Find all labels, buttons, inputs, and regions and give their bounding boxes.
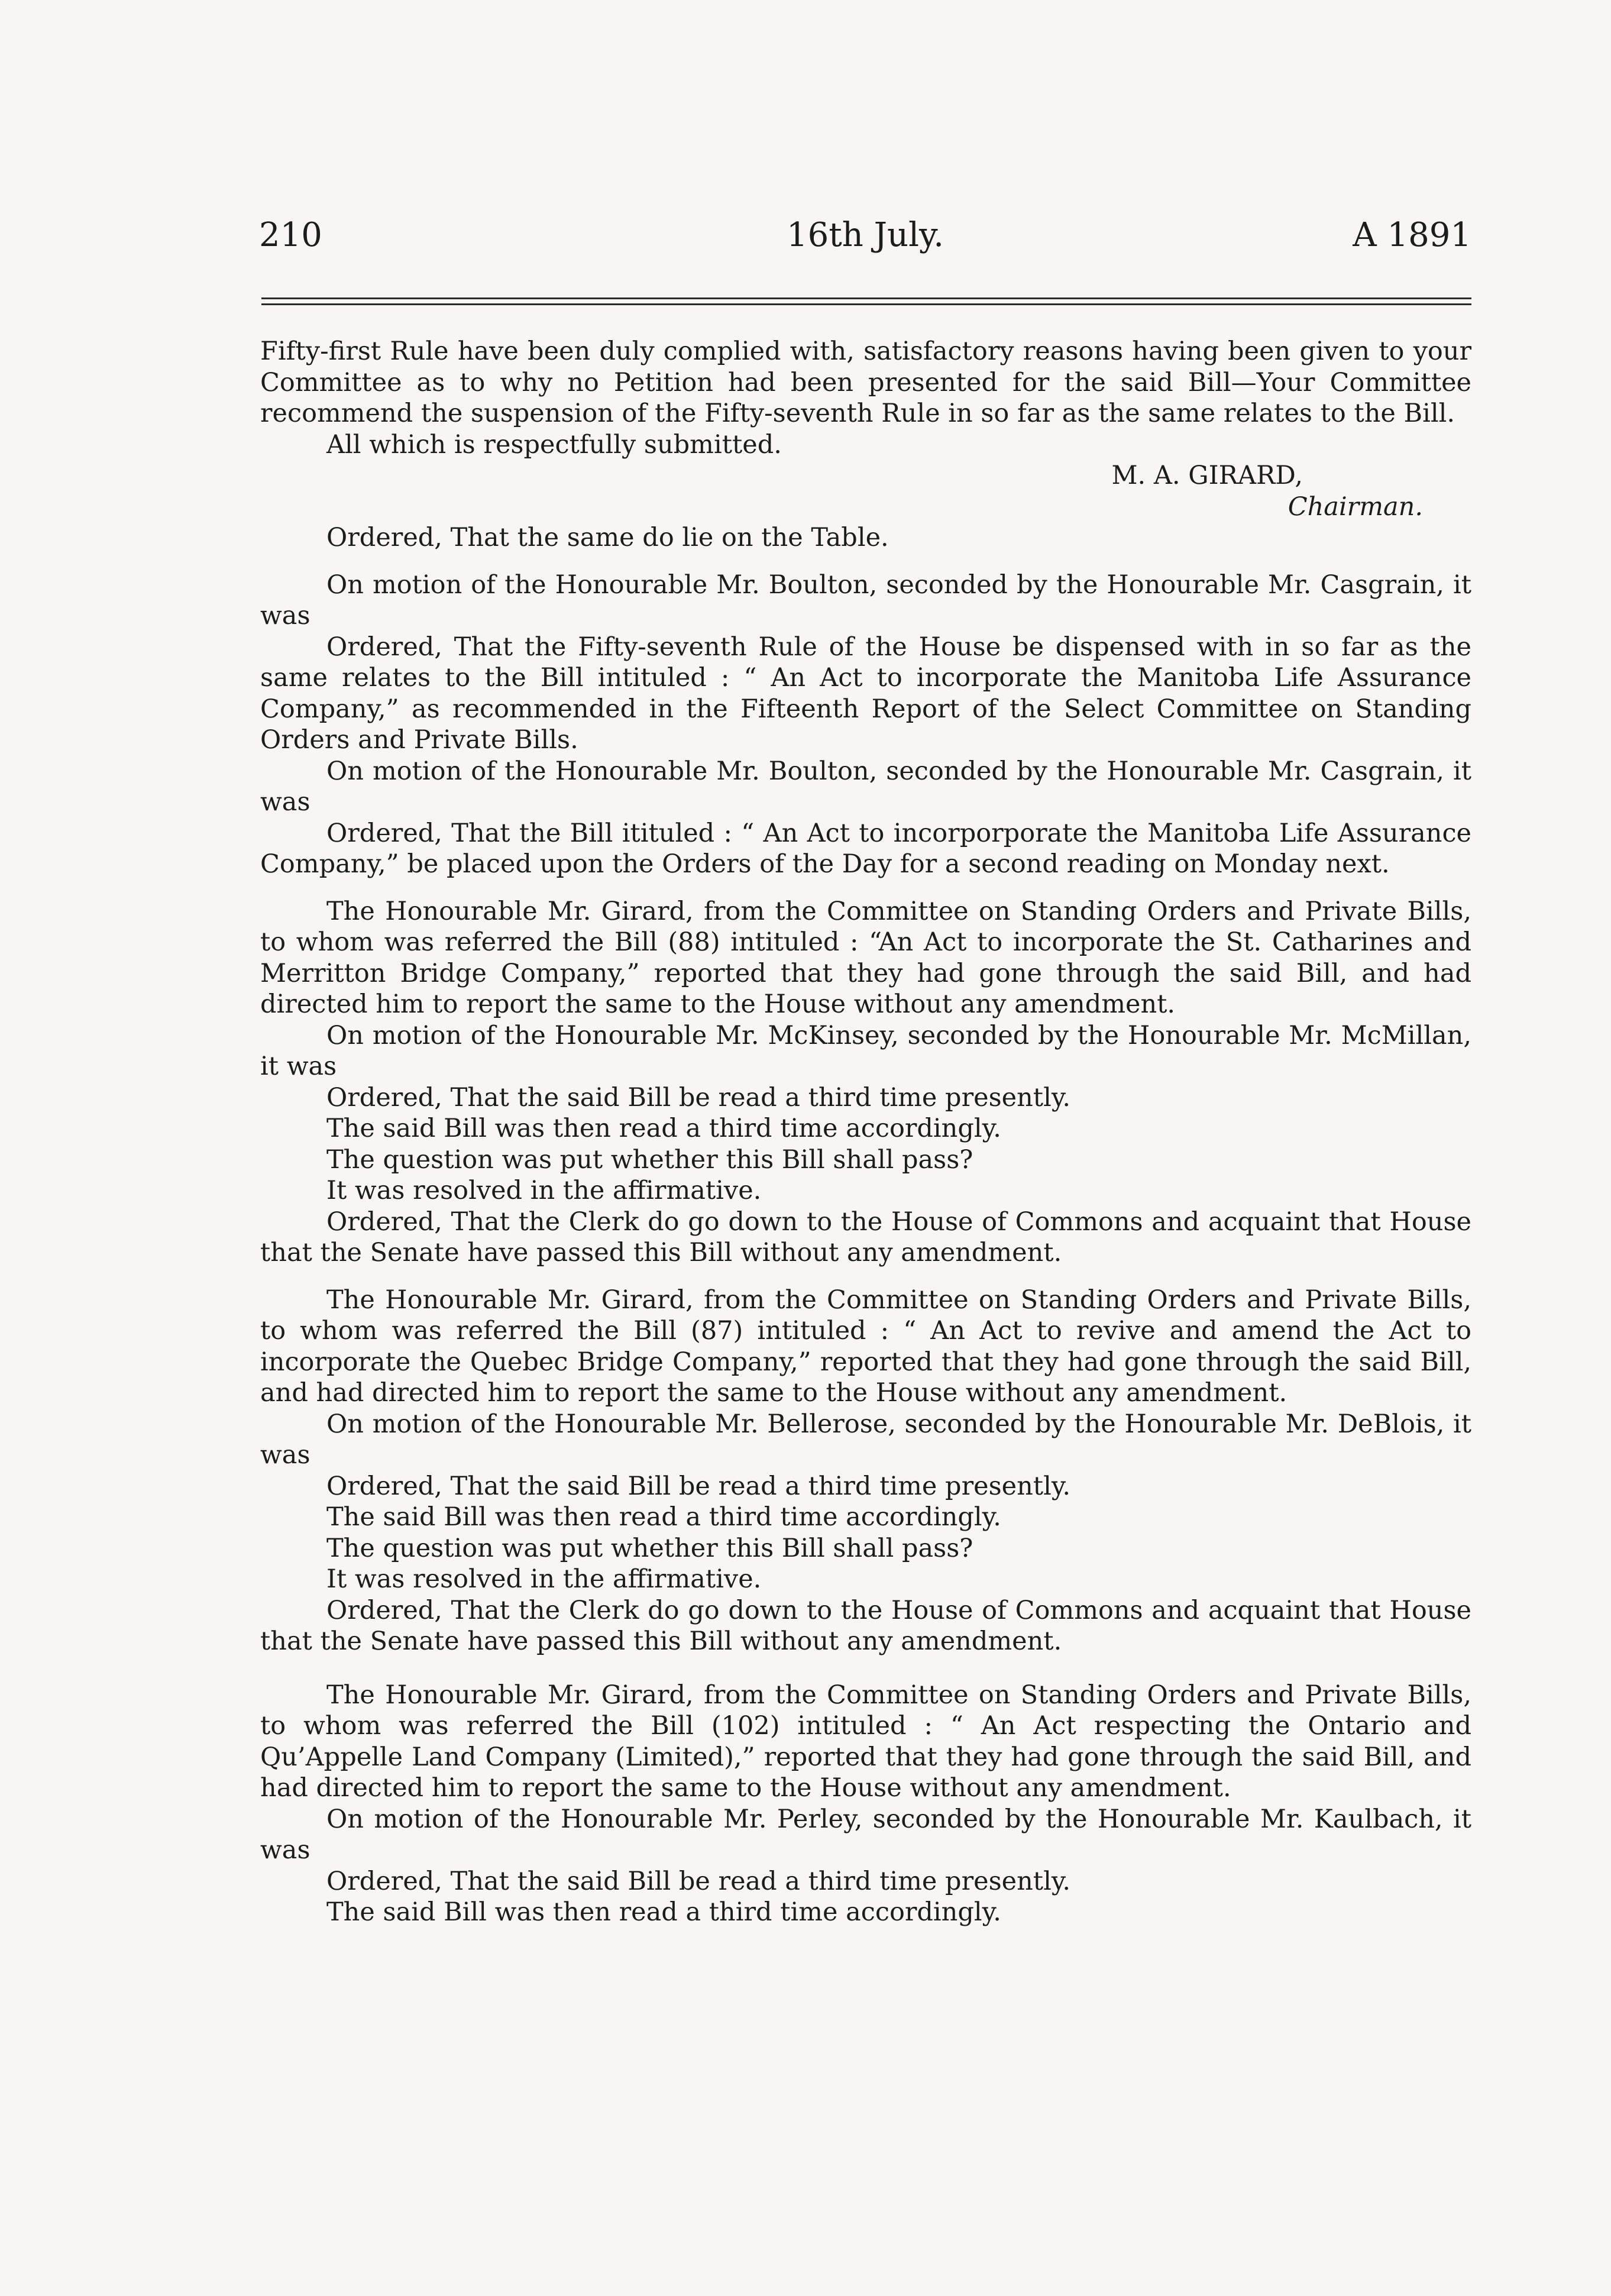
- paragraph: On motion of the Honourable Mr. Boulton, seconded by the Honourable Mr. Casgrain, it was: [260, 756, 1471, 817]
- paragraph: It was resolved in the affirmative.: [326, 1564, 762, 1594]
- journal-text: [260, 336, 1471, 1928]
- paragraph: Ordered, That the said Bill be read a third time presently.: [326, 1866, 1071, 1896]
- paragraph: On motion of the Honourable Mr. McKinsey, seconded by the Honourable Mr. McMillan, it was: [260, 1020, 1471, 1081]
- signature-title: Chairman.: [1287, 491, 1423, 522]
- paragraph: The Honourable Mr. Girard, from the Committee on Standing Orders and Private Bills, to whom was referred the Bill (87) intituled : “ An Act to revive and amend the Act to incorporate the Quebec Bridge Company,” reported that they had gone through the said Bill, and had directed him to report the same to the House without any amendment.: [260, 1285, 1471, 1408]
- header-date: 16th July.: [786, 216, 944, 254]
- paragraph: The said Bill was then read a third time accordingly.: [326, 1114, 1001, 1143]
- paragraph: On motion of the Honourable Mr. Perley, seconded by the Honourable Mr. Kaulbach, it was: [260, 1804, 1471, 1865]
- paragraph: The said Bill was then read a third time accordingly.: [326, 1502, 1001, 1532]
- header-rule-bottom: [261, 303, 1471, 305]
- paragraph: It was resolved in the affirmative.: [326, 1176, 762, 1205]
- signature-name: M. A. GIRARD,: [1111, 461, 1303, 490]
- paragraph: The said Bill was then read a third time accordingly.: [326, 1897, 1001, 1927]
- paragraph: Fifty-first Rule have been duly complied with, satisfactory reasons having been given to your Committee as to why no Petition had been presented for the said Bill—Your Committee recommend the suspension of the Fifty-seventh Rule in so far as the same relates to the Bill.: [260, 337, 1471, 428]
- page-number: 210: [259, 216, 322, 254]
- paragraph: The Honourable Mr. Girard, from the Committee on Standing Orders and Private Bills, to whom was referred the Bill (102) intituled : “ An Act respecting the Ontario and Qu’Appelle Land Company (Limited),” reported that they had gone through the said Bill, and had directed him to report the same to the House without any amendment.: [260, 1680, 1471, 1803]
- paragraph: Ordered, That the Clerk do go down to the House of Commons and acquaint that House that the Senate have passed this Bill without any amendment.: [260, 1207, 1471, 1267]
- paragraph: All which is respectfully submitted.: [326, 429, 782, 460]
- paragraph: On motion of the Honourable Mr. Boulton, seconded by the Honourable Mr. Casgrain, it was: [260, 570, 1471, 630]
- running-header: [259, 216, 1471, 269]
- paragraph: Ordered, That the Bill itituled : “ An Act to incorporporate the Manitoba Life Assurance Company,” be placed upon the Orders of the Day for a second reading on Monday next.: [260, 818, 1471, 879]
- paragraph: Ordered, That the said Bill be read a third time presently.: [326, 1082, 1071, 1113]
- paragraph: The question was put whether this Bill shall pass?: [326, 1144, 973, 1175]
- paragraph: Ordered, That the Fifty-seventh Rule of the House be dispensed with in so far as the same relates to the Bill intituled : “ An Act to incorporate the Manitoba Life Assurance Company,” as recommended in the Fifteenth Report of the Select Committee on Standing Orders and Private Bills.: [260, 632, 1471, 755]
- header-year: A 1891: [1353, 216, 1471, 254]
- paragraph: On motion of the Honourable Mr. Bellerose, seconded by the Honourable Mr. DeBlois, it was: [260, 1409, 1471, 1470]
- paragraph: Ordered, That the Clerk do go down to the House of Commons and acquaint that House that the Senate have passed this Bill without any amendment.: [260, 1595, 1471, 1656]
- paragraph: Ordered, That the same do lie on the Table.: [326, 523, 889, 552]
- paragraph: The question was put whether this Bill shall pass?: [326, 1533, 973, 1563]
- header-rule-top: [261, 297, 1471, 299]
- paragraph: Ordered, That the said Bill be read a third time presently.: [326, 1471, 1071, 1501]
- paragraph: The Honourable Mr. Girard, from the Committee on Standing Orders and Private Bills, to whom was referred the Bill (88) intituled : “An Act to incorporate the St. Catharines and Merritton Bridge Company,” reported that they had gone through the said Bill, and had directed him to report the same to the House without any amendment.: [260, 896, 1471, 1019]
